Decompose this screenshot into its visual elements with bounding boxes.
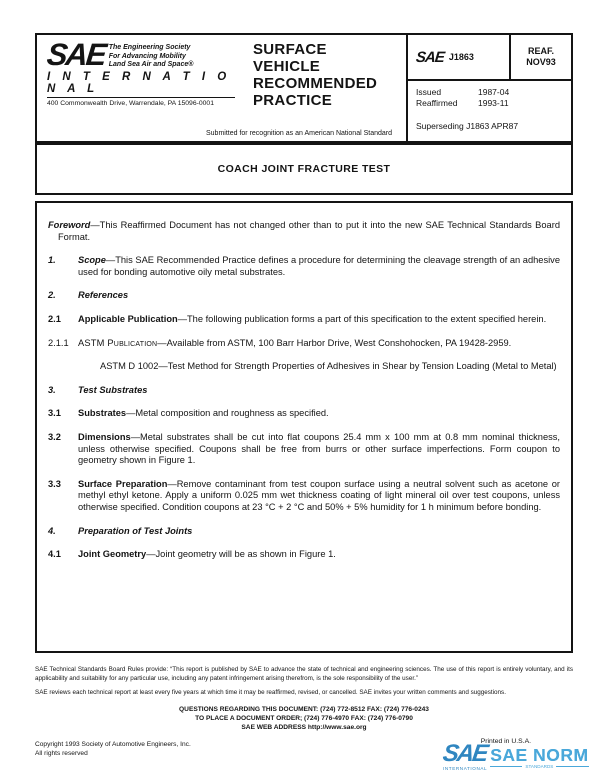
section-test-substrates <box>48 385 560 397</box>
section-label: Surface Preparation <box>78 478 168 489</box>
section-dimensions <box>48 432 560 467</box>
section-surface-preparation <box>48 479 560 514</box>
foreword-paragraph <box>48 220 560 243</box>
legal-notice-1: SAE Technical Standards Board Rules provide: “This report is published by SAE to advance the state of technical and engineering sciences. The use of this report is entirely voluntary, and its applicability and suitability for any particular use, including any patent infringement arising therefrom, is the sole responsibility of the user.” <box>35 666 573 682</box>
sae-tagline-line: Land Sea Air and Space® <box>108 61 194 68</box>
superseding-note: Superseding J1863 APR87 <box>416 121 519 131</box>
section-number: 2. <box>48 290 56 301</box>
section-label: Dimensions <box>78 431 131 442</box>
section-number: 4.1 <box>48 549 61 560</box>
sae-international-label: I N T E R N A T I O N A L <box>47 71 235 98</box>
reference-text: —Test Method for Strength Properties of Adhesives in Shear by Tension Loading (Metal to Metal) <box>158 361 557 372</box>
reaffirmed-date: 1993-11 <box>478 98 509 108</box>
printed-in-usa: Printed in U.S.A. <box>480 738 531 745</box>
foreword-text: —This Reaffirmed Document has not changed other than to put it into the new SAE Technical Standards Board Format. <box>58 220 560 242</box>
copyright-block <box>35 740 191 758</box>
sae-logo-icon-small: SAE <box>415 48 445 66</box>
section-number: 4. <box>48 525 56 536</box>
reaf-date: NOV93 <box>526 57 556 67</box>
issued-label: Issued <box>416 87 442 97</box>
section-references <box>48 290 560 302</box>
reaffirmed-label: Reaffirmed <box>416 98 458 108</box>
document-type-line: PRACTICE <box>253 92 333 109</box>
section-text: —Joint geometry will be as shown in Figure 1. <box>146 549 336 560</box>
foreword-label: Foreword <box>48 220 91 230</box>
header-box <box>35 33 573 143</box>
copyright-line: Copyright 1993 Society of Automotive Engineers, Inc. <box>35 741 191 749</box>
section-preparation-of-test-joints <box>48 526 560 538</box>
section-number: 1. <box>48 255 56 266</box>
section-label: Scope <box>78 255 106 266</box>
rights-line: All rights reserved <box>35 750 88 758</box>
sae-address: 400 Commonwealth Drive, Warrendale, PA 15096-0001 <box>47 99 214 107</box>
section-number: 3.3 <box>48 478 61 489</box>
issued-date: 1987-04 <box>478 87 510 97</box>
header-right-region <box>406 35 571 141</box>
document-type-line: SURFACE <box>253 41 327 58</box>
sae-tagline-line: The Engineering Society <box>108 44 191 51</box>
section-label: Applicable Publication <box>78 313 178 324</box>
section-text: —Available from ASTM, 100 Barr Harbor Drive, West Conshohocken, PA 19428-2959. <box>157 337 512 348</box>
section-number: 2.1.1 <box>48 337 69 348</box>
astm-reference <box>48 361 560 373</box>
section-number: 3.1 <box>48 408 61 419</box>
document-body-box <box>35 201 573 653</box>
document-number: J1863 <box>448 52 474 62</box>
section-substrates <box>48 408 560 420</box>
document-type-line: VEHICLE <box>253 58 321 75</box>
section-text: —This SAE Recommended Practice defines a procedure for determining the cleavage strength of an adhesive used for bonding automotive oily metal substrates. <box>78 255 560 277</box>
document-code-cell <box>408 35 509 79</box>
contact-block <box>35 705 573 732</box>
section-label: ASTM Publication <box>78 337 158 348</box>
section-astm-publication <box>48 338 560 350</box>
watermark-international-label: INTERNATIONAL <box>443 766 488 771</box>
document-type-title <box>247 35 406 141</box>
sae-watermark-icon: SAE <box>441 740 489 767</box>
reaffirmation-badge <box>509 35 571 79</box>
section-number: 2.1 <box>48 313 61 324</box>
order-line: TO PLACE A DOCUMENT ORDER; (724) 776-4970 FAX: (724) 776-0790 <box>195 715 413 723</box>
section-text: —Metal composition and roughness as specified. <box>126 408 329 419</box>
watermark-norm-label: SAE NORM <box>490 745 589 765</box>
revision-history <box>408 81 571 141</box>
section-number: 3.2 <box>48 431 61 442</box>
document-title: COACH JOINT FRACTURE TEST <box>217 163 391 175</box>
reaf-label: REAF. <box>527 46 554 56</box>
header-left-region <box>37 35 406 141</box>
ansi-submission-note: Submitted for recognition as an American National Standard <box>206 130 392 137</box>
section-label: Joint Geometry <box>78 549 147 560</box>
legal-notice-2: SAE reviews each technical report at least every five years at which time it may be reaffirmed, revised, or cancelled. SAE invites your written comments and suggestions. <box>35 689 506 696</box>
section-text: —Metal substrates shall be cut into flat coupons 25.4 mm x 100 mm at 0.8 mm nominal thickness, unless otherwise specified. Coupons shall be free from burrs or other surface imperfections. Form coupon to geometry shown in Figure 1. <box>78 431 560 466</box>
section-scope <box>48 255 560 278</box>
reference-label: ASTM D 1002 <box>100 361 159 372</box>
sae-logo-icon: SAE <box>45 37 107 72</box>
document-type-line: RECOMMENDED <box>253 75 378 92</box>
sae-tagline <box>109 42 194 70</box>
section-number: 3. <box>48 384 56 395</box>
document-title-box <box>35 143 573 195</box>
page-footer <box>35 660 573 758</box>
section-joint-geometry <box>48 549 560 561</box>
watermark-tagline: STANDARDS <box>490 764 588 769</box>
section-label: Preparation of Test Joints <box>78 525 193 536</box>
web-address-line: SAE WEB ADDRESS http://www.sae.org <box>241 724 367 732</box>
section-label: Test Substrates <box>78 384 148 395</box>
section-label: References <box>78 290 129 301</box>
section-text: —Remove contaminant from test coupon surface using a neutral solvent such as acetone or methyl ethyl ketone. Apply a uniform 0.025 mm wet thickness coating of light mineral oil over test coupons, unless otherwise specified. Condition coupons at 23 °C + 2 °C and 50% + 5% humidity for 1 h minimum before bonding. <box>78 478 560 512</box>
section-text: —The following publication forms a part of this specification to the extent specified herein. <box>177 313 547 324</box>
section-label: Substrates <box>78 408 127 419</box>
section-applicable-publication <box>48 314 560 326</box>
sae-tagline-line: For Advancing Mobility <box>108 52 186 60</box>
sae-logo-block <box>37 35 247 141</box>
questions-line: QUESTIONS REGARDING THIS DOCUMENT: (724) 772-8512 FAX: (724) 776-0243 <box>179 706 429 714</box>
